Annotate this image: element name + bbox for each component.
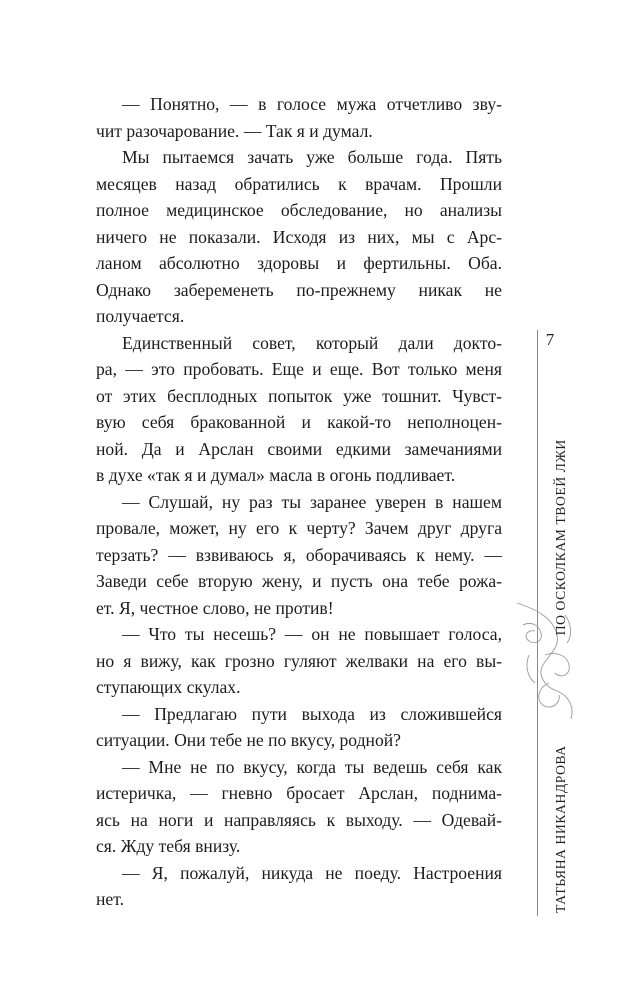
text-line: провале, может, ну его к черту? Зачем друг друга [96,518,502,538]
text-line: — Я, пожалуй, никуда не поеду. Настроения [122,862,502,883]
text-line: Заведи себе вторую жену, и пусть она тебе рожа- [96,571,502,591]
text-line: истеричка, — гневно бросает Арслан, поднима- [96,783,502,803]
floral-ornament-icon [505,595,585,725]
text-line: — Что ты несешь? — он не повышает голоса, [122,624,502,644]
text-line: Единственный совет, который дали докто- [122,332,502,353]
text-line: ра, — это пробовать. Еще и еще. Вот только меня [96,359,502,379]
text-line: — Предлагаю пути выхода из сложившейся [122,703,502,724]
text-line: но я вижу, как грозно гуляют желваки на его вы- [96,650,502,671]
text-line: терзать? — взвиваюсь я, оборачиваясь к нему. — [96,544,502,565]
page-number: 7 [545,330,555,349]
page-body-text [96,91,502,913]
text-line: — Слушай, ну раз ты заранее уверен в нашем [122,491,502,512]
text-line: ступающих скулах. [96,677,241,697]
text-line: ситуации. Они тебе не по вкусу, родной? [96,730,401,750]
text-line: получается. [96,306,185,326]
text-line: ет. Я, честное слово, не против! [96,597,334,618]
text-line: месяцев назад обратились к врачам. Прошли [96,173,502,194]
running-head-author: ТАТЬЯНА НИКАНДРОВА [553,745,568,913]
text-line: полное медицинское обследование, но анализы [96,200,502,220]
text-line: ничего не показали. Исходя из них, мы с Арс- [96,226,502,247]
text-line: чит разочарование. — Так я и думал. [96,120,373,141]
text-line: вую себя бракованной и какой-то неполноцен- [96,412,502,432]
text-line: ланом абсолютно здоровы и фертильны. Оба. [96,253,502,273]
text-line: ясь на ноги и направляясь к выходу. — Одевай- [96,809,502,830]
running-head [553,439,569,913]
text-line: — Мне не по вкусу, когда ты ведешь себя как [122,756,502,777]
text-line: от этих бесплодных попыток уже тошнит. Чувст- [96,385,502,406]
text-line: Однако забеременеть по-прежнему никак не [96,279,502,300]
text-line: — Понятно, — в голосе мужа отчетливо зву- [122,94,502,114]
text-line: Мы пытаемся зачать уже больше года. Пять [122,147,502,167]
running-head-title: ПО ОСКОЛКАМ ТВОЕЙ ЛЖИ [553,439,568,636]
text-line: нет. [96,889,124,909]
text-line: в духе «так я и думал» масла в огонь подливает. [96,465,456,485]
text-line: ной. Да и Арслан своими едкими замечаниями [96,438,502,459]
text-line: ся. Жду тебя внизу. [96,836,241,856]
